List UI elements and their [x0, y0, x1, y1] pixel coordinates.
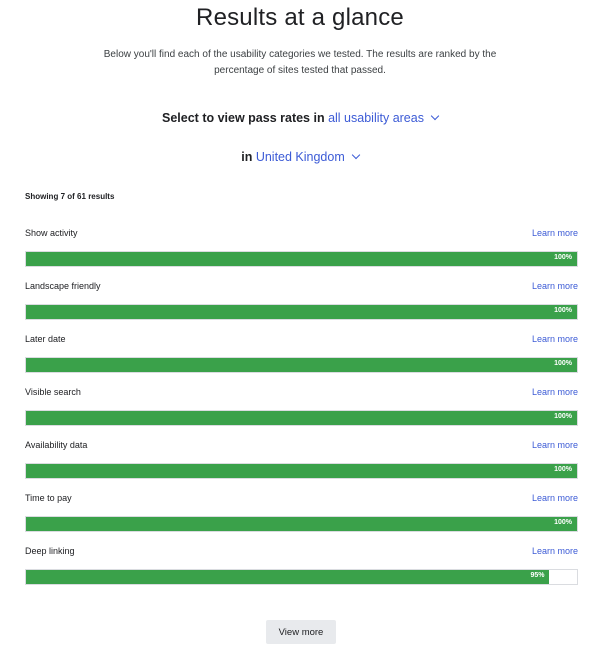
country-filter-prefix: in	[241, 150, 253, 164]
page-title: Results at a glance	[196, 4, 404, 31]
pass-rate-bar	[25, 463, 578, 479]
result-label: Show activity	[25, 228, 78, 238]
country-dropdown[interactable]	[256, 150, 359, 164]
pass-rate-value: 95%	[530, 572, 545, 579]
result-item	[25, 331, 578, 384]
results-count-shown: 7	[60, 192, 66, 201]
pass-rate-bar	[25, 516, 578, 532]
result-label: Visible search	[25, 387, 81, 397]
results-list	[25, 225, 578, 596]
learn-more-link[interactable]: Learn more	[531, 334, 578, 344]
pass-rate-fill	[26, 305, 577, 319]
areas-filter	[0, 111, 600, 125]
pass-rate-value: 100%	[554, 360, 572, 367]
learn-more-link[interactable]: Learn more	[531, 228, 578, 238]
country-dropdown-value[interactable]: United Kingdom	[255, 150, 345, 164]
pass-rate-bar	[25, 251, 578, 267]
pass-rate-fill	[26, 464, 577, 478]
result-item	[25, 225, 578, 278]
result-item	[25, 384, 578, 437]
learn-more-link[interactable]: Learn more	[531, 493, 578, 503]
result-item	[25, 543, 578, 596]
pass-rate-bar	[25, 410, 578, 426]
results-count-suffix: results	[88, 192, 115, 201]
pass-rate-fill	[26, 411, 577, 425]
result-item	[25, 437, 578, 490]
view-more-button[interactable]: View more	[266, 620, 336, 644]
result-label: Later date	[25, 334, 66, 344]
pass-rate-value: 100%	[554, 307, 572, 314]
result-label: Time to pay	[25, 493, 72, 503]
learn-more-link[interactable]: Learn more	[531, 281, 578, 291]
country-filter	[0, 150, 600, 164]
result-label: Landscape friendly	[25, 281, 101, 291]
areas-dropdown[interactable]	[328, 111, 438, 125]
intro-text: Below you'll find each of the usability categories we tested. The results are ranked by the percentage of sites tested that passed.	[103, 49, 497, 76]
pass-rate-value: 100%	[554, 413, 572, 420]
areas-filter-prefix: Select to view pass rates in	[162, 111, 325, 125]
pass-rate-value: 100%	[554, 254, 572, 261]
result-label: Deep linking	[25, 546, 75, 556]
pass-rate-fill	[26, 570, 549, 584]
pass-rate-bar	[25, 357, 578, 373]
chevron-down-icon[interactable]	[352, 151, 360, 159]
pass-rate-value: 100%	[554, 466, 572, 473]
results-count	[25, 192, 114, 201]
pass-rate-value: 100%	[554, 519, 572, 526]
pass-rate-fill	[26, 252, 577, 266]
results-count-total: 61	[77, 192, 86, 201]
result-label: Availability data	[25, 440, 88, 450]
results-count-middle: of	[67, 192, 75, 201]
learn-more-link[interactable]: Learn more	[531, 387, 578, 397]
pass-rate-bar	[25, 304, 578, 320]
pass-rate-fill	[26, 517, 577, 531]
pass-rate-bar	[25, 569, 578, 585]
pass-rate-fill	[26, 358, 577, 372]
chevron-down-icon[interactable]	[431, 112, 439, 120]
result-item	[25, 490, 578, 543]
result-item	[25, 278, 578, 331]
learn-more-link[interactable]: Learn more	[531, 440, 578, 450]
learn-more-link[interactable]: Learn more	[531, 546, 578, 556]
areas-dropdown-value[interactable]: all usability areas	[328, 111, 424, 125]
results-count-prefix: Showing	[25, 192, 59, 201]
